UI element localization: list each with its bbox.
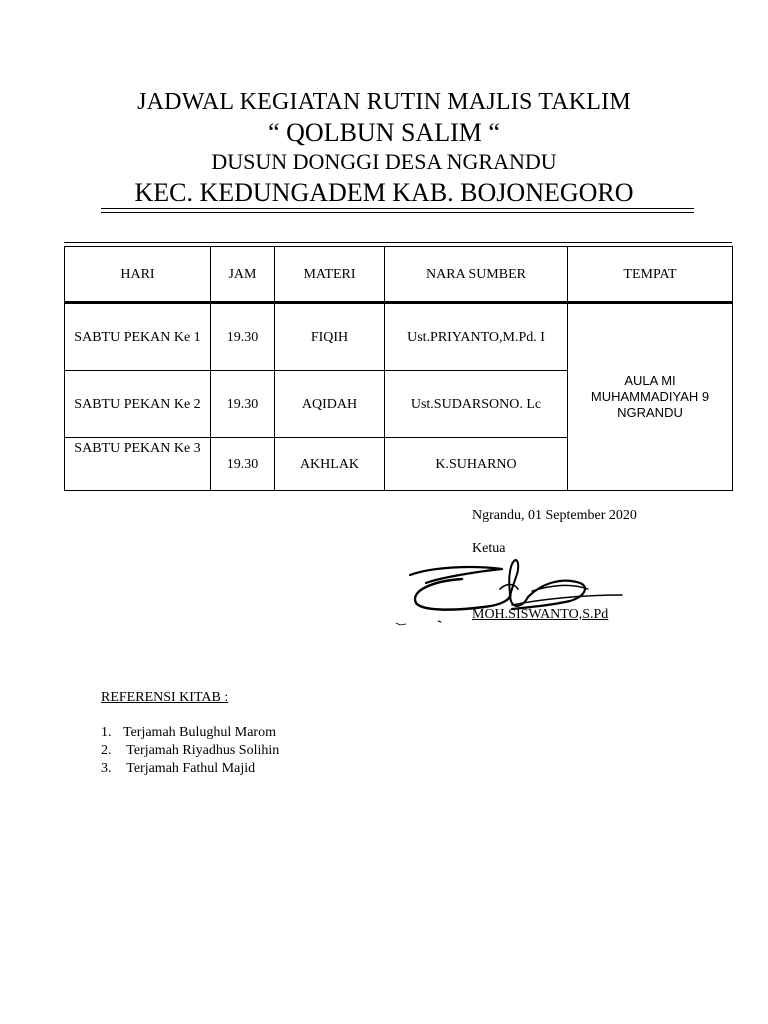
title-line-1: JADWAL KEGIATAN RUTIN MAJLIS TAKLIM (137, 89, 631, 115)
list-item (101, 742, 279, 760)
title-line-2: “ QOLBUN SALIM “ (268, 118, 500, 147)
schedule-table-wrapper (64, 242, 732, 491)
cell-jam: 19.30 (211, 371, 275, 438)
list-text: Terjamah Fathul Majid (123, 761, 256, 776)
cell-materi: FIQIH (275, 303, 385, 371)
table-header-row (65, 247, 733, 303)
header-tempat: TEMPAT (568, 247, 733, 303)
list-text: Terjamah Riyadhus Solihin (123, 743, 280, 758)
title-line-3: DUSUN DONGGI DESA NGRANDU (211, 149, 557, 174)
cell-materi: AKHLAK (275, 438, 385, 491)
references-list (101, 724, 279, 778)
cell-hari: SABTU PEKAN Ke 3 (65, 438, 211, 491)
cell-tempat: AULA MI MUHAMMADIYAH 9 NGRANDU (568, 303, 733, 491)
header-divider (101, 208, 694, 213)
references-section (101, 690, 279, 778)
cell-nara-sumber: K.SUHARNO (385, 438, 568, 491)
list-number: 3. (101, 761, 112, 776)
cell-nara-sumber: Ust.PRIYANTO,M.Pd. I (385, 303, 568, 371)
cell-nara-sumber: Ust.SUDARSONO. Lc (385, 371, 568, 438)
list-number: 1. (101, 725, 112, 740)
cell-jam: 19.30 (211, 438, 275, 491)
list-item (101, 724, 279, 742)
document-header (0, 86, 768, 210)
signer-role: Ketua (472, 541, 506, 556)
cell-hari: SABTU PEKAN Ke 1 (65, 303, 211, 371)
cell-hari: SABTU PEKAN Ke 2 (65, 371, 211, 438)
schedule-table (64, 246, 733, 491)
signer-name: MOH.SISWANTO,S.Pd (472, 607, 609, 622)
list-text: Terjamah Bulughul Marom (123, 725, 276, 740)
cell-jam: 19.30 (211, 303, 275, 371)
header-materi: MATERI (275, 247, 385, 303)
table-row (65, 303, 733, 371)
list-item (101, 760, 279, 778)
header-hari: HARI (65, 247, 211, 303)
header-nara-sumber: NARA SUMBER (385, 247, 568, 303)
list-number: 2. (101, 743, 112, 758)
cell-materi: AQIDAH (275, 371, 385, 438)
header-jam: JAM (211, 247, 275, 303)
table-top-rule (64, 242, 732, 245)
references-title: REFERENSI KITAB : (101, 690, 229, 705)
place-date: Ngrandu, 01 September 2020 (472, 508, 637, 523)
title-line-4: KEC. KEDUNGADEM KAB. BOJONEGORO (134, 178, 634, 207)
